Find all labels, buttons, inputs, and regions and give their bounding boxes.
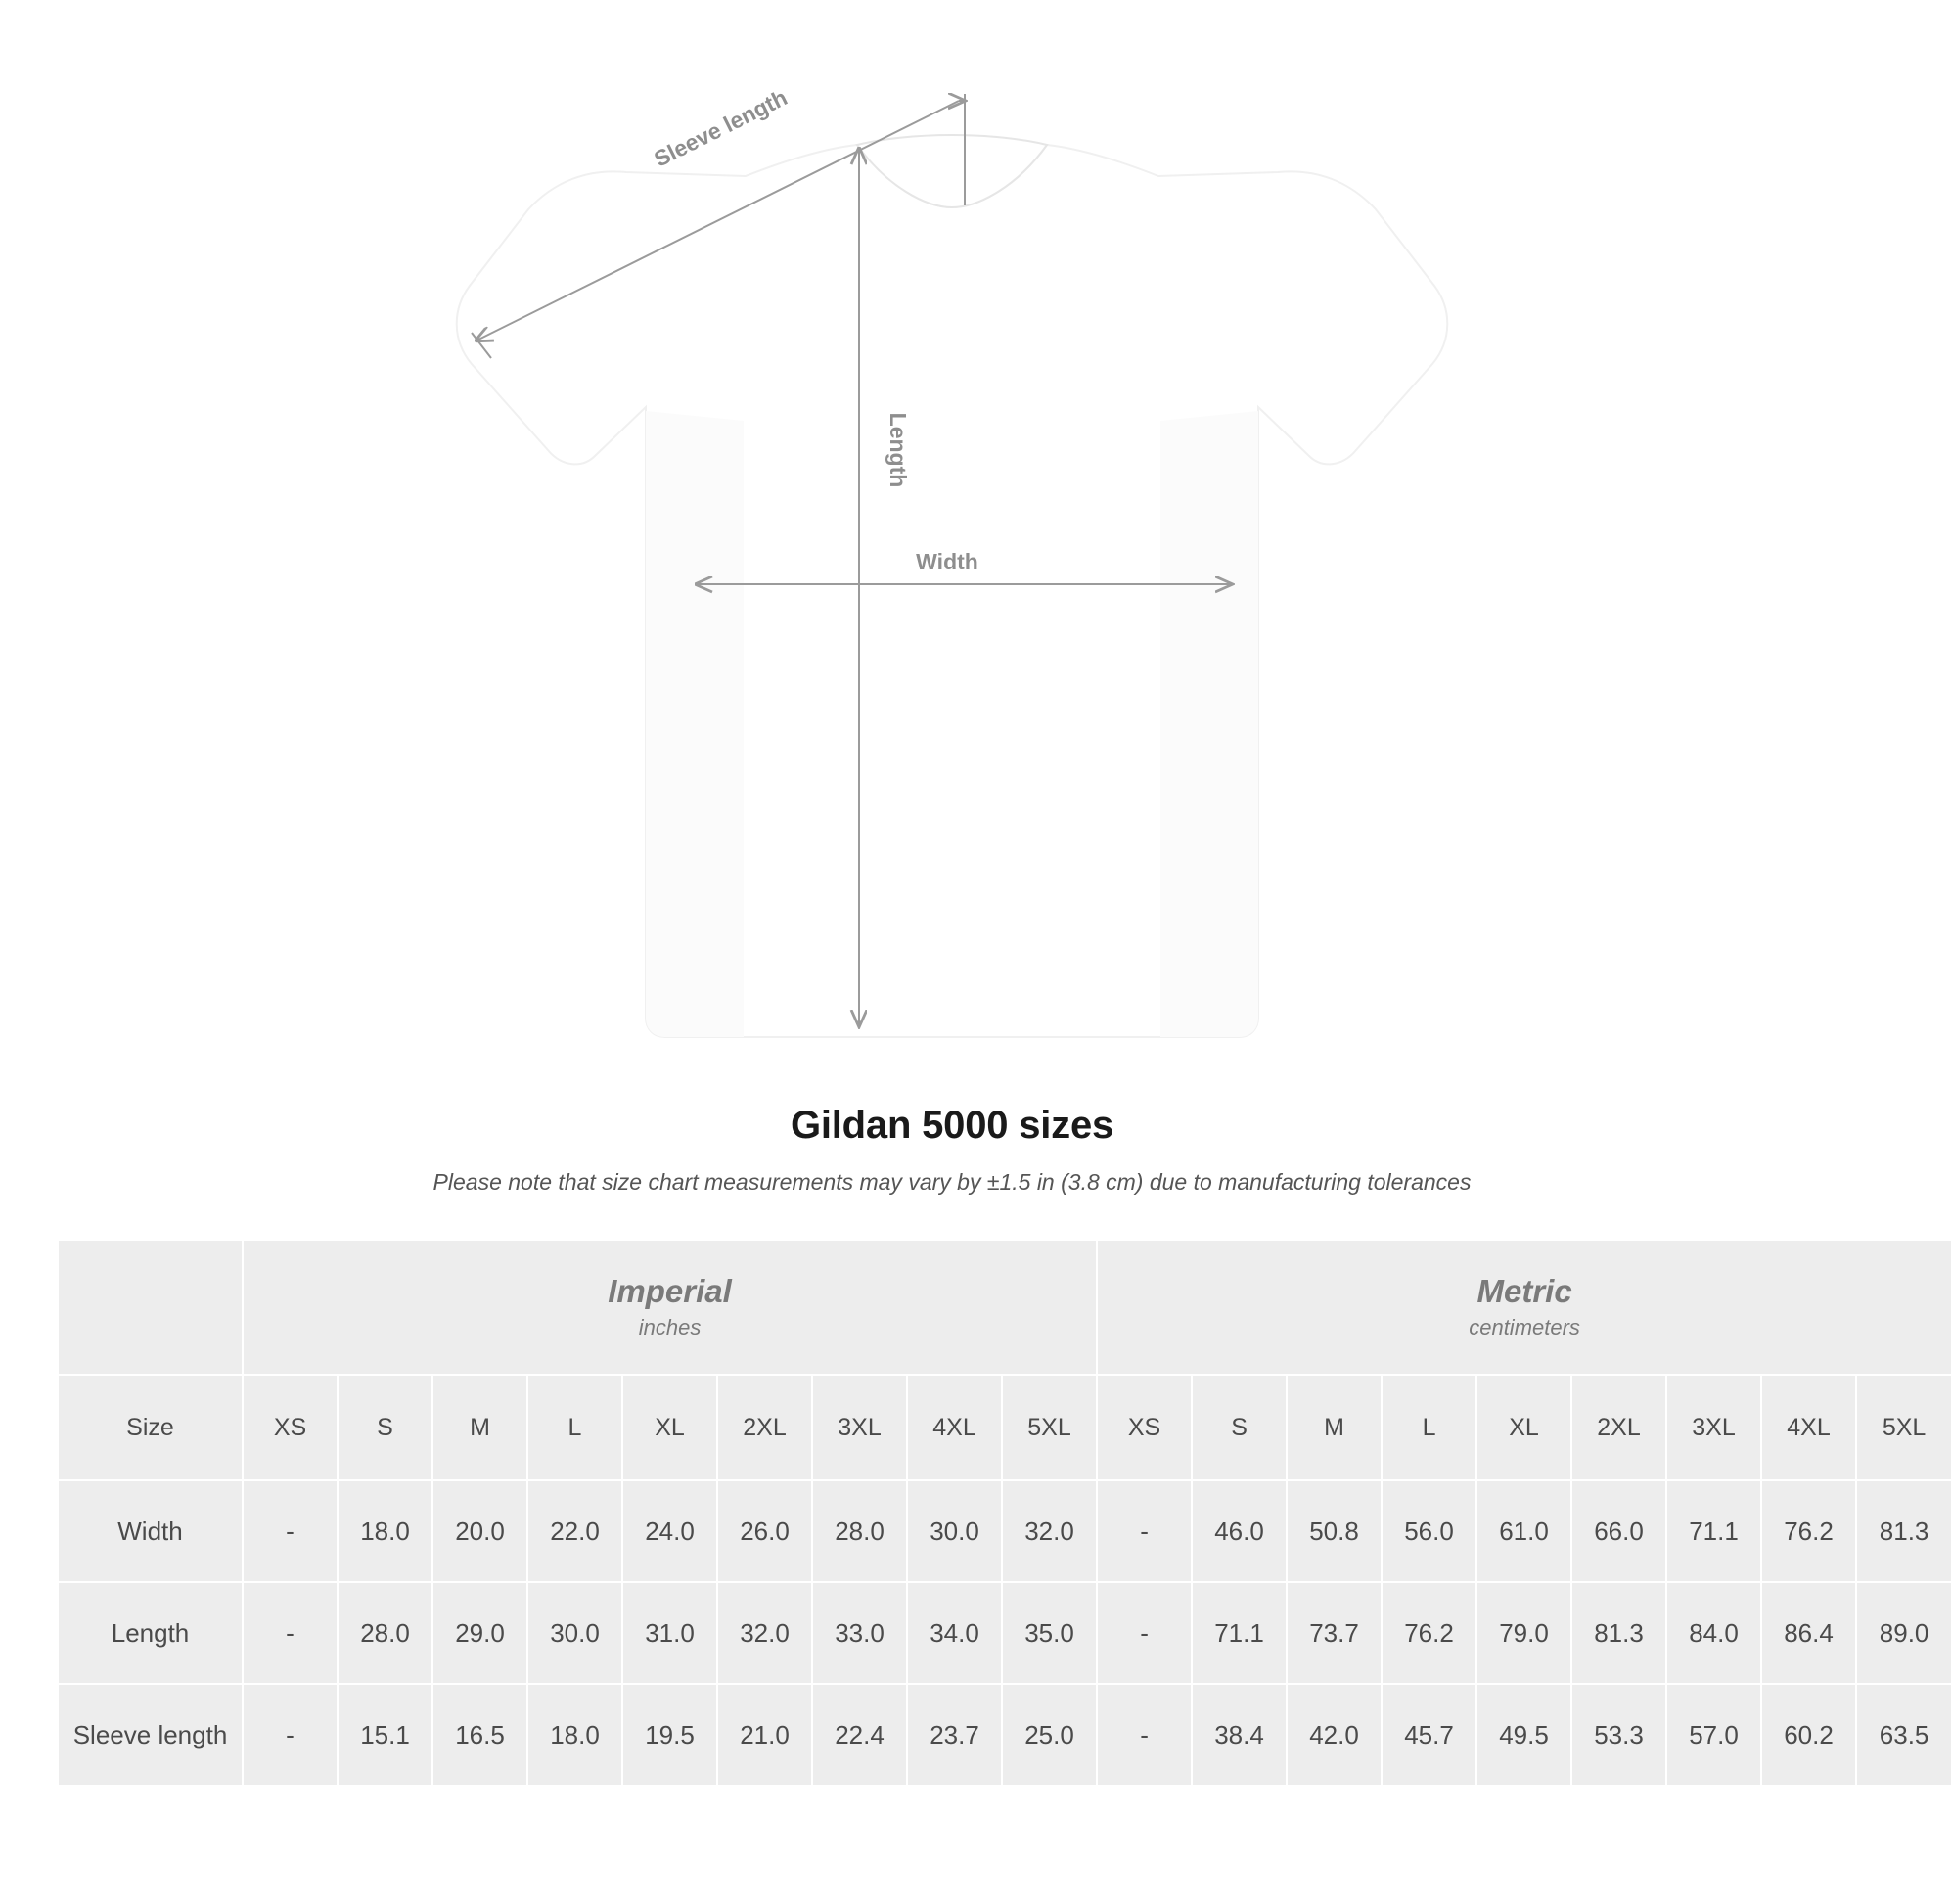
cell: 84.0 [1666, 1582, 1761, 1684]
cell: 81.3 [1856, 1480, 1951, 1582]
cell: - [1097, 1684, 1192, 1785]
cell: 63.5 [1856, 1684, 1951, 1785]
cell: 60.2 [1761, 1684, 1856, 1785]
size-header-row [59, 1375, 1951, 1480]
cell: 30.0 [527, 1582, 622, 1684]
cell: 73.7 [1287, 1582, 1382, 1684]
cell: 76.2 [1382, 1582, 1476, 1684]
cell: 45.7 [1382, 1684, 1476, 1785]
cell: 18.0 [527, 1684, 622, 1785]
cell: 81.3 [1571, 1582, 1666, 1684]
size-header-cell: XL [622, 1375, 717, 1480]
unit-group-imperial [243, 1241, 1097, 1375]
cell: 32.0 [1002, 1480, 1097, 1582]
cell: 66.0 [1571, 1480, 1666, 1582]
page-title: Gildan 5000 sizes [790, 1104, 1114, 1147]
unit-group-imperial-sub: inches [638, 1315, 702, 1340]
size-header-cell: 5XL [1002, 1375, 1097, 1480]
cell: 28.0 [812, 1480, 907, 1582]
cell: - [243, 1684, 338, 1785]
cell: 33.0 [812, 1582, 907, 1684]
size-header-cell: XS [243, 1375, 338, 1480]
cell: 42.0 [1287, 1684, 1382, 1785]
size-header-cell: XL [1476, 1375, 1571, 1480]
cell: 30.0 [907, 1480, 1002, 1582]
cell: - [1097, 1480, 1192, 1582]
size-header-cell: S [338, 1375, 432, 1480]
cell: 28.0 [338, 1582, 432, 1684]
row-label-length: Length [59, 1582, 243, 1684]
cell: 76.2 [1761, 1480, 1856, 1582]
cell: 49.5 [1476, 1684, 1571, 1785]
size-header-cell: 3XL [1666, 1375, 1761, 1480]
cell: 89.0 [1856, 1582, 1951, 1684]
size-header-cell: 3XL [812, 1375, 907, 1480]
width-label: Width [916, 549, 978, 574]
size-header-cell: L [1382, 1375, 1476, 1480]
cell: 35.0 [1002, 1582, 1097, 1684]
cell: 15.1 [338, 1684, 432, 1785]
cell: 31.0 [622, 1582, 717, 1684]
sleeve-length-label: Sleeve length [650, 84, 792, 172]
chart-heading [0, 1104, 1904, 1196]
length-label: Length [885, 412, 911, 488]
cell: 71.1 [1666, 1480, 1761, 1582]
cell: 22.0 [527, 1480, 622, 1582]
cell: 71.1 [1192, 1582, 1287, 1684]
cell: 32.0 [717, 1582, 812, 1684]
size-header-cell: 2XL [1571, 1375, 1666, 1480]
size-table-container [59, 1241, 1929, 1785]
unit-header-blank [59, 1241, 243, 1375]
unit-group-imperial-name: Imperial [608, 1272, 732, 1309]
cell: 26.0 [717, 1480, 812, 1582]
size-table [59, 1241, 1951, 1785]
table-row [59, 1480, 1951, 1582]
cell: 21.0 [717, 1684, 812, 1785]
cell: 25.0 [1002, 1684, 1097, 1785]
size-header-cell: 4XL [907, 1375, 1002, 1480]
cell: 24.0 [622, 1480, 717, 1582]
unit-group-metric-name: Metric [1476, 1272, 1572, 1309]
cell: 19.5 [622, 1684, 717, 1785]
row-label-sleeve-length: Sleeve length [59, 1684, 243, 1785]
cell: - [243, 1480, 338, 1582]
cell: - [1097, 1582, 1192, 1684]
unit-group-metric [1097, 1241, 1951, 1375]
cell: 20.0 [432, 1480, 527, 1582]
size-header-cell: 2XL [717, 1375, 812, 1480]
cell: 53.3 [1571, 1684, 1666, 1785]
cell: 34.0 [907, 1582, 1002, 1684]
tolerance-note: Please note that size chart measurements may vary by ±1.5 in (3.8 cm) due to manufacturing tolerances [432, 1169, 1472, 1195]
cell: 18.0 [338, 1480, 432, 1582]
cell: - [243, 1582, 338, 1684]
cell: 22.4 [812, 1684, 907, 1785]
tshirt-shape [457, 135, 1448, 1037]
cell: 50.8 [1287, 1480, 1382, 1582]
size-header-label: Size [59, 1375, 243, 1480]
cell: 79.0 [1476, 1582, 1571, 1684]
table-row [59, 1684, 1951, 1785]
cell: 29.0 [432, 1582, 527, 1684]
table-row [59, 1582, 1951, 1684]
unit-header-row [59, 1241, 1951, 1375]
cell: 23.7 [907, 1684, 1002, 1785]
size-header-cell: M [1287, 1375, 1382, 1480]
cell: 57.0 [1666, 1684, 1761, 1785]
cell: 61.0 [1476, 1480, 1571, 1582]
size-header-cell: XS [1097, 1375, 1192, 1480]
cell: 16.5 [432, 1684, 527, 1785]
cell: 56.0 [1382, 1480, 1476, 1582]
unit-group-metric-sub: centimeters [1469, 1315, 1580, 1340]
cell: 86.4 [1761, 1582, 1856, 1684]
size-header-cell: S [1192, 1375, 1287, 1480]
row-label-width: Width [59, 1480, 243, 1582]
size-header-cell: 5XL [1856, 1375, 1951, 1480]
cell: 46.0 [1192, 1480, 1287, 1582]
cell: 38.4 [1192, 1684, 1287, 1785]
size-header-cell: M [432, 1375, 527, 1480]
size-header-cell: L [527, 1375, 622, 1480]
size-header-cell: 4XL [1761, 1375, 1856, 1480]
